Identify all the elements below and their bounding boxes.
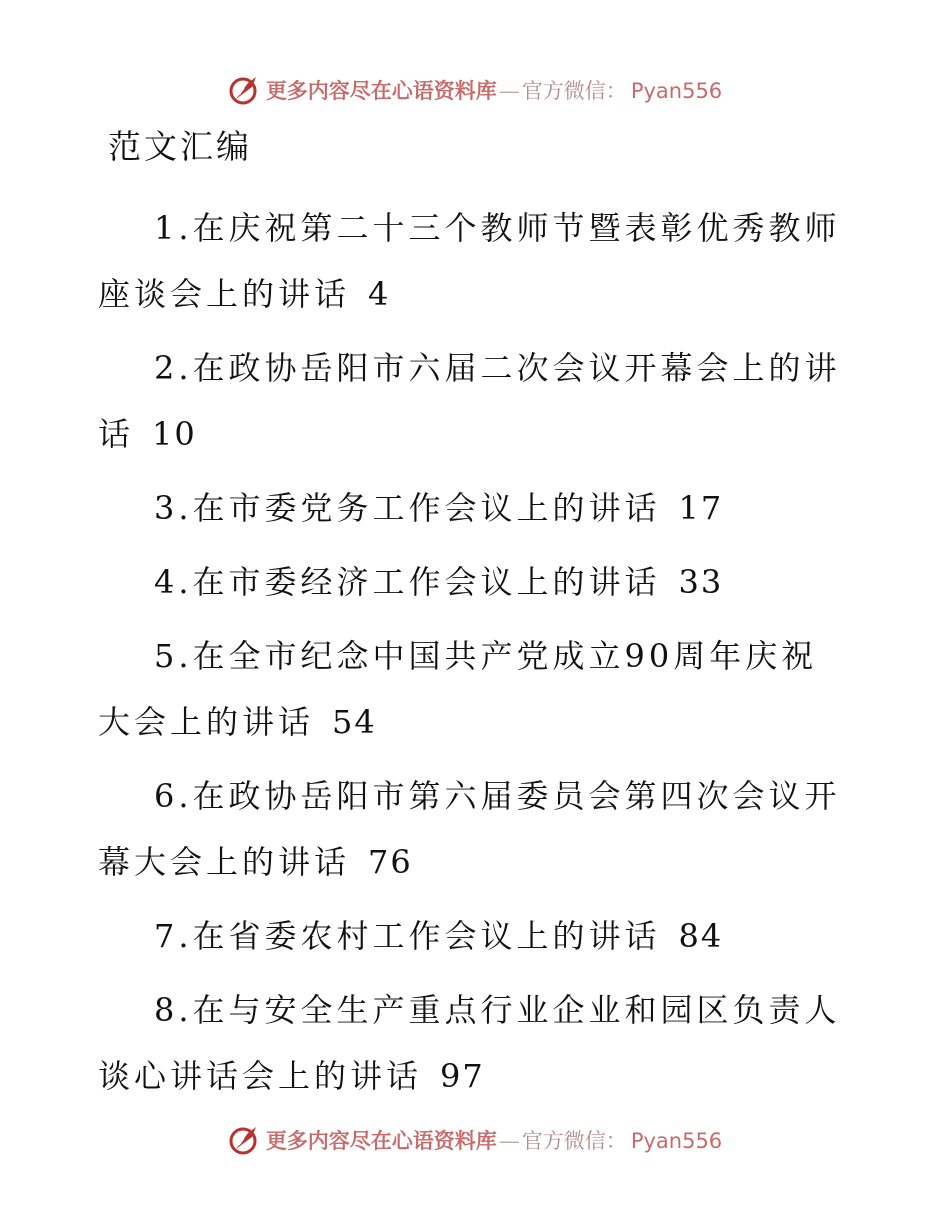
toc-item[interactable] (98, 335, 848, 467)
toc-item-title: 在市委经济工作会议上的讲话 (192, 563, 661, 601)
toc-item[interactable] (98, 763, 848, 895)
footer-promo-text: 更多内容尽在心语资料库 (265, 1128, 497, 1153)
toc-item-page: 54 (332, 703, 377, 741)
header-separator: — (498, 79, 520, 103)
toc-item[interactable] (98, 549, 848, 615)
toc-item-page: 76 (368, 843, 413, 881)
toc-item-number: 3. (154, 489, 193, 527)
toc-item-number: 4. (154, 563, 193, 601)
toc-item-title: 在政协岳阳市六届二次会议开幕会上的讲话 (98, 349, 841, 453)
toc-item-title: 在全市纪念中国共产党成立90周年庆祝大会上的讲话 (98, 637, 818, 741)
toc-item-page: 10 (152, 415, 197, 453)
toc-item-title: 在与安全生产重点行业企业和园区负责人谈心讲话会上的讲话 (98, 991, 841, 1095)
footer-promo (266, 1125, 722, 1155)
toc-item[interactable] (98, 977, 848, 1109)
toc-item-number: 6. (154, 777, 193, 815)
toc-item-page: 4 (368, 275, 391, 313)
document-title: 范文汇编 (108, 127, 252, 166)
toc-item-page: 17 (678, 489, 724, 527)
toc-item[interactable] (98, 623, 848, 755)
toc-item-title: 在庆祝第二十三个教师节暨表彰优秀教师座谈会上的讲话 (98, 209, 841, 313)
header-promo-text: 更多内容尽在心语资料库 (265, 78, 497, 103)
footer-separator: — (498, 1129, 520, 1153)
header-wechat-id: Pyan556 (630, 79, 723, 103)
header-wechat-label: 官方微信： (521, 79, 627, 103)
header-banner (0, 70, 950, 110)
toc-item-page: 97 (440, 1057, 485, 1095)
toc-item-page: 33 (678, 563, 724, 601)
toc-item-page: 84 (678, 917, 724, 955)
toc-item-number: 7. (154, 917, 193, 955)
header-promo (266, 75, 722, 105)
toc-item[interactable] (98, 903, 848, 969)
toc-item-number: 1. (154, 209, 193, 247)
toc-item-title: 在省委农村工作会议上的讲话 (192, 917, 661, 955)
footer-wechat-id: Pyan556 (630, 1129, 723, 1153)
toc-item-title: 在政协岳阳市第六届委员会第四次会议开幕大会上的讲话 (98, 777, 841, 881)
toc-item-number: 8. (154, 991, 193, 1029)
pen-logo-icon (228, 73, 262, 107)
toc-item-number: 2. (154, 349, 193, 387)
toc-item[interactable] (98, 475, 848, 541)
footer-wechat-label: 官方微信： (521, 1129, 627, 1153)
pen-logo-icon (228, 1123, 262, 1157)
table-of-contents (98, 195, 848, 1117)
toc-item-title: 在市委党务工作会议上的讲话 (192, 489, 661, 527)
toc-item[interactable] (98, 195, 848, 327)
footer-banner (0, 1120, 950, 1160)
toc-item-number: 5. (154, 637, 193, 675)
